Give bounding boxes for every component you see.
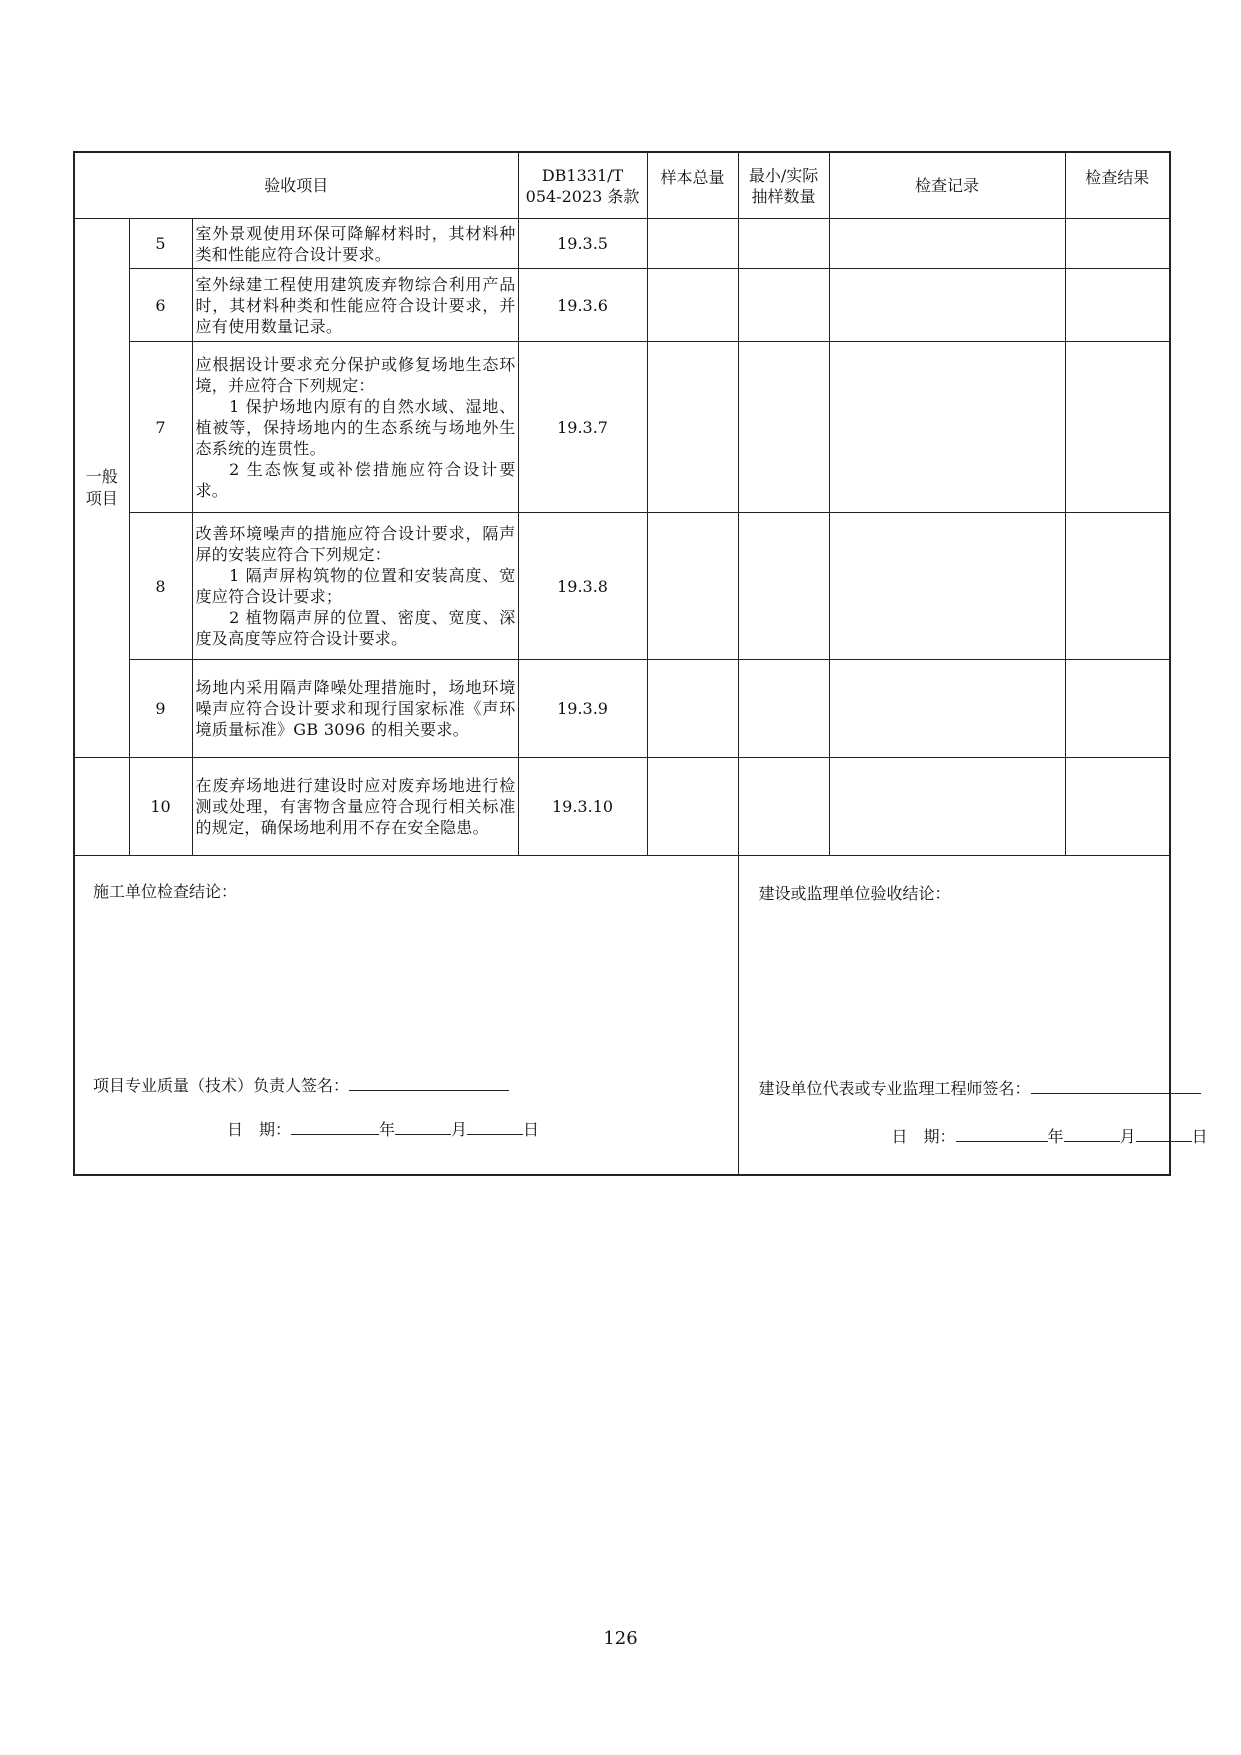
header-clause-line2: 054-2023 条款 [525, 186, 640, 206]
cell-sample-total[interactable] [647, 758, 738, 856]
cell-result[interactable] [1065, 342, 1170, 513]
row-clause: 19.3.6 [518, 269, 647, 342]
cell-result[interactable] [1065, 269, 1170, 342]
cell-record[interactable] [829, 219, 1065, 269]
cell-record[interactable] [829, 513, 1065, 660]
cell-sample-total[interactable] [647, 342, 738, 513]
construction-signature-line[interactable] [349, 1075, 509, 1091]
construction-signature [93, 1075, 509, 1096]
category-line1: 一般 [85, 467, 118, 486]
table-row [74, 219, 1170, 269]
table-row [74, 269, 1170, 342]
conclusion-row [74, 856, 1170, 1176]
row-description [192, 513, 518, 660]
cell-min-sample[interactable] [738, 758, 829, 856]
cell-record[interactable] [829, 269, 1065, 342]
row-clause: 19.3.7 [518, 342, 647, 513]
year-label: 年 [379, 1120, 396, 1139]
supervision-date [892, 1126, 1208, 1147]
construction-conclusion[interactable] [74, 856, 738, 1176]
desc-line: 在废弃场地进行建设时应对废弃场地进行检测或处理，有害物含量应符合现行相关标准的规定，确保场地利用不存在安全隐患。 [195, 776, 516, 837]
row-number: 7 [129, 342, 192, 513]
date-year-line[interactable] [956, 1126, 1048, 1142]
desc-line: 场地内采用隔声降噪处理措施时，场地环境噪声应符合设计要求和现行国家标准《声环境质量标准》GB 3096 的相关要求。 [195, 678, 516, 739]
header-result: 检查结果 [1065, 152, 1170, 219]
header-min-line1: 最小/实际 [748, 165, 819, 185]
cell-record[interactable] [829, 342, 1065, 513]
cell-min-sample[interactable] [738, 269, 829, 342]
row-number: 10 [129, 758, 192, 856]
supervision-conclusion-title: 建设或监理单位验收结论： [758, 884, 951, 903]
row-number: 9 [129, 660, 192, 758]
table-row [74, 758, 1170, 856]
row-clause: 19.3.10 [518, 758, 647, 856]
construction-conclusion-title: 施工单位检查结论： [93, 882, 238, 901]
header-item: 验收项目 [74, 152, 518, 219]
date-year-line[interactable] [291, 1119, 379, 1135]
cell-sample-total[interactable] [647, 269, 738, 342]
date-month-line[interactable] [395, 1119, 451, 1135]
table-row [74, 342, 1170, 513]
cell-min-sample[interactable] [738, 513, 829, 660]
category-line2: 项目 [85, 489, 118, 508]
cell-record[interactable] [829, 660, 1065, 758]
supervision-signature-line[interactable] [1031, 1078, 1201, 1094]
desc-line: 改善环境噪声的措施应符合设计要求，隔声屏的安装应符合下列规定： [195, 524, 516, 564]
row-description [192, 269, 518, 342]
desc-line: 室外景观使用环保可降解材料时，其材料种类和性能应符合设计要求。 [195, 223, 516, 264]
category-empty [74, 758, 129, 856]
cell-min-sample[interactable] [738, 342, 829, 513]
supervision-conclusion[interactable] [738, 856, 1208, 1176]
header-clause-line1: DB1331/T [541, 165, 624, 185]
supervision-signature [759, 1078, 1201, 1099]
cell-result[interactable] [1065, 513, 1170, 660]
cell-record[interactable] [829, 758, 1065, 856]
row-number: 8 [129, 513, 192, 660]
table-row [74, 660, 1170, 758]
desc-line: 室外绿建工程使用建筑废弃物综合利用产品时，其材料种类和性能应符合设计要求，并应有使用数量记录。 [195, 274, 516, 336]
construction-signature-label: 项目专业质量（技术）负责人签名： [93, 1076, 350, 1095]
cell-min-sample[interactable] [738, 219, 829, 269]
row-description [192, 758, 518, 856]
row-description [192, 219, 518, 269]
category-general [74, 219, 129, 758]
cell-result[interactable] [1065, 758, 1170, 856]
header-clause [518, 152, 647, 219]
acceptance-table [73, 151, 1208, 1176]
row-description [192, 660, 518, 758]
cell-result[interactable] [1065, 219, 1170, 269]
desc-line: 2 植物隔声屏的位置、密度、宽度、深度及高度等应符合设计要求。 [195, 608, 516, 648]
row-clause: 19.3.8 [518, 513, 647, 660]
row-clause: 19.3.9 [518, 660, 647, 758]
date-day-line[interactable] [467, 1119, 523, 1135]
cell-result[interactable] [1065, 660, 1170, 758]
header-min-line2: 抽样数量 [751, 186, 816, 206]
row-number: 6 [129, 269, 192, 342]
year-label: 年 [1047, 1127, 1064, 1146]
table-row [74, 513, 1170, 660]
date-label: 日 期： [891, 1127, 956, 1146]
header-min-sample [738, 152, 829, 219]
date-month-line[interactable] [1064, 1126, 1120, 1142]
desc-line: 1 隔声屏构筑物的位置和安装高度、宽度应符合设计要求； [195, 566, 516, 606]
desc-line: 1 保护场地内原有的自然水域、湿地、植被等，保持场地内的生态系统与场地外生态系统的连贯性。 [195, 396, 516, 458]
day-label: 日 [1191, 1127, 1208, 1146]
header-record: 检查记录 [829, 152, 1065, 219]
desc-line: 应根据设计要求充分保护或修复场地生态环境，并应符合下列规定： [195, 354, 516, 395]
supervision-signature-label: 建设单位代表或专业监理工程师签名： [758, 1079, 1031, 1098]
date-label: 日 期： [227, 1120, 292, 1139]
row-clause: 19.3.5 [518, 219, 647, 269]
construction-date [227, 1119, 539, 1140]
date-day-line[interactable] [1136, 1126, 1192, 1142]
cell-sample-total[interactable] [647, 513, 738, 660]
row-description [192, 342, 518, 513]
page-number: 126 [603, 1628, 638, 1649]
cell-sample-total[interactable] [647, 660, 738, 758]
cell-min-sample[interactable] [738, 660, 829, 758]
month-label: 月 [451, 1120, 468, 1139]
cell-sample-total[interactable] [647, 219, 738, 269]
table-header-row [74, 152, 1170, 219]
header-sample-total: 样本总量 [647, 152, 738, 219]
day-label: 日 [523, 1120, 540, 1139]
row-number: 5 [129, 219, 192, 269]
month-label: 月 [1119, 1127, 1136, 1146]
desc-line: 2 生态恢复或补偿措施应符合设计要求。 [195, 459, 516, 500]
